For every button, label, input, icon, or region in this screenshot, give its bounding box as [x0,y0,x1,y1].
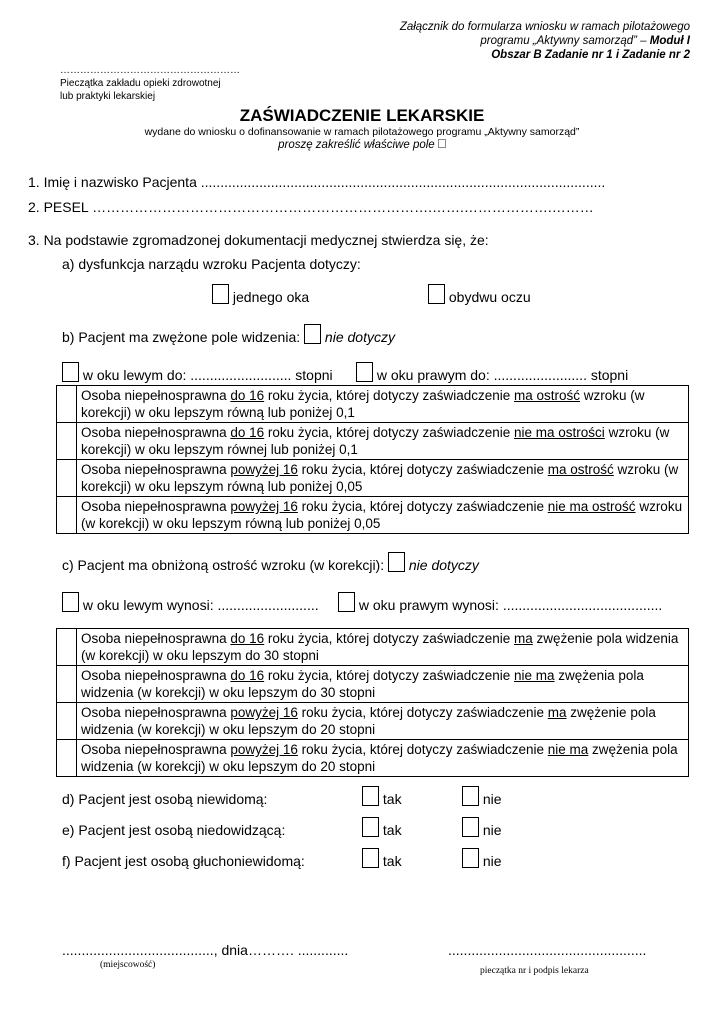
checkbox-f-no[interactable] [462,848,479,868]
sample-checkbox-icon [438,139,446,148]
stamp-label-1: Pieczątka zakładu opieki zdrowotnej [60,78,221,89]
table-b-row-text: Osoba niepełnosprawna do 16 roku życia, której dotyczy zaświadczenie ma ostrość wzroku (w korekcji) w oku lepszym równą lub poniżej 0,1 [77,386,689,423]
checkbox-b-left-eye[interactable] [62,362,79,382]
e-yes[interactable]: tak [362,817,402,838]
document-subtitle: wydane do wniosku o dofinansowanie w ramach pilotażowego programu „Aktywny samorząd” [144,126,580,138]
option-both-eyes[interactable]: obydwu oczu [428,284,531,305]
checkbox-b-not-applicable[interactable] [304,324,321,344]
section-d-label: d) Pacjent jest osobą niewidomą: [62,791,268,807]
table-b [56,385,689,534]
header-line1: Załącznik do formularza wniosku w ramach pilotażowego [399,21,690,33]
checkbox-d-yes[interactable] [362,786,379,806]
table-c-row-checkbox[interactable] [57,666,77,703]
f-yes[interactable]: tak [362,848,402,869]
checkbox-e-no[interactable] [462,817,479,837]
table-b-row-text: Osoba niepełnosprawna do 16 roku życia, której dotyczy zaświadczenie nie ma ostrości wzroku (w korekcji) w oku lepszym równej lub poniżej 0,1 [77,423,689,460]
item3-statement: 3. Na podstawie zgromadzonej dokumentacji medycznej stwierdza się, że: [28,232,489,248]
table-b-row [57,386,689,423]
table-c-row-checkbox[interactable] [57,740,77,777]
table-b-row-checkbox[interactable] [57,423,77,460]
table-b-row-checkbox[interactable] [57,460,77,497]
b-right-eye[interactable]: w oku prawym do: ........................ stopni [356,362,628,383]
checkbox-c-left-eye[interactable] [62,592,79,612]
table-b-row [57,423,689,460]
section-c-label: c) Pacjent ma obniżoną ostrość wzroku (w korekcji): nie dotyczy [62,552,479,573]
table-b-row [57,460,689,497]
c-right-eye[interactable]: w oku prawym wynosi: ......................................... [338,592,662,613]
stamp-dots: ……………………………………………… [60,65,240,76]
table-b-row-checkbox[interactable] [57,497,77,534]
table-c-row-text: Osoba niepełnosprawna powyżej 16 roku życia, której dotyczy zaświadczenie ma zwężenie pola widzenia (w korekcji) w oku lepszym do 20 stopni [77,703,689,740]
table-b-row-checkbox[interactable] [57,386,77,423]
section-b-label: b) Pacjent ma zwężone pole widzenia: nie dotyczy [62,324,395,345]
table-c-row-text: Osoba niepełnosprawna do 16 roku życia, której dotyczy zaświadczenie nie ma zwężenia pola widzenia (w korekcji) w oku lepszym do 30 stopni [77,666,689,703]
place-date-field[interactable]: ......................................., dnia………. ............. [62,942,349,958]
instruction: proszę zakreślić właściwe pole [0,139,724,151]
f-no[interactable]: nie [462,848,502,869]
checkbox-d-no[interactable] [462,786,479,806]
table-c-row [57,629,689,666]
patient-name-field[interactable]: 1. Imię i nazwisko Pacjenta ........................................................................................................ [28,174,606,190]
document-title: ZAŚWIADCZENIE LEKARSKIE [239,106,485,125]
checkbox-f-yes[interactable] [362,848,379,868]
section-a-label: a) dysfunkcja narządu wzroku Pacjenta dotyczy: [62,256,361,272]
table-c-row [57,703,689,740]
checkbox-b-right-eye[interactable] [356,362,373,382]
checkbox-e-yes[interactable] [362,817,379,837]
stamp-label-2: lub praktyki lekarskiej [60,91,156,102]
table-c-row-checkbox[interactable] [57,629,77,666]
option-one-eye[interactable]: jednego oka [212,284,309,305]
attachment-header [400,20,690,62]
checkbox-c-not-applicable[interactable] [388,552,405,572]
checkbox-both-eyes[interactable] [428,284,445,304]
table-c-row [57,740,689,777]
d-yes[interactable]: tak [362,786,402,807]
section-e-label: e) Pacjent jest osobą niedowidzącą: [62,822,286,838]
header-line2: programu „Aktywny samorząd” – Moduł I [480,35,690,47]
checkbox-c-right-eye[interactable] [338,592,355,612]
section-f-label: f) Pacjent jest osobą głuchoniewidomą: [62,853,305,869]
header-line3: Obszar B Zadanie nr 1 i Zadanie nr 2 [491,49,690,61]
table-b-row [57,497,689,534]
b-left-eye[interactable]: w oku lewym do: .......................... stopni [62,362,333,383]
c-left-eye[interactable]: w oku lewym wynosi: .......................... [62,592,319,613]
table-b-row-text: Osoba niepełnosprawna powyżej 16 roku życia, której dotyczy zaświadczenie ma ostrość wzroku (w korekcji) w oku lepszym równą lub poniżej 0,05 [77,460,689,497]
table-c-row-text: Osoba niepełnosprawna do 16 roku życia, której dotyczy zaświadczenie ma zwężenie pola widzenia (w korekcji) w oku lepszym do 30 stopni [77,629,689,666]
table-c [56,628,689,777]
stamp-area [60,64,240,103]
pesel-field[interactable]: 2. PESEL ……………………………………………………………….…….……………….……… [28,199,594,215]
table-c-row-text: Osoba niepełnosprawna powyżej 16 roku życia, której dotyczy zaświadczenie nie ma zwężenia pola widzenia (w korekcji) w oku lepszym do 20 stopni [77,740,689,777]
checkbox-one-eye[interactable] [212,284,229,304]
d-no[interactable]: nie [462,786,502,807]
table-c-row [57,666,689,703]
signature-label: pieczątka nr i podpis lekarza [480,966,589,976]
table-b-row-text: Osoba niepełnosprawna powyżej 16 roku życia, której dotyczy zaświadczenie nie ma ostrość wzroku (w korekcji) w oku lepszym równą lub poniżej 0,05 [77,497,689,534]
e-no[interactable]: nie [462,817,502,838]
table-c-row-checkbox[interactable] [57,703,77,740]
signature-field[interactable]: ................................................... [448,942,647,958]
place-label: (miejscowość) [100,960,156,970]
